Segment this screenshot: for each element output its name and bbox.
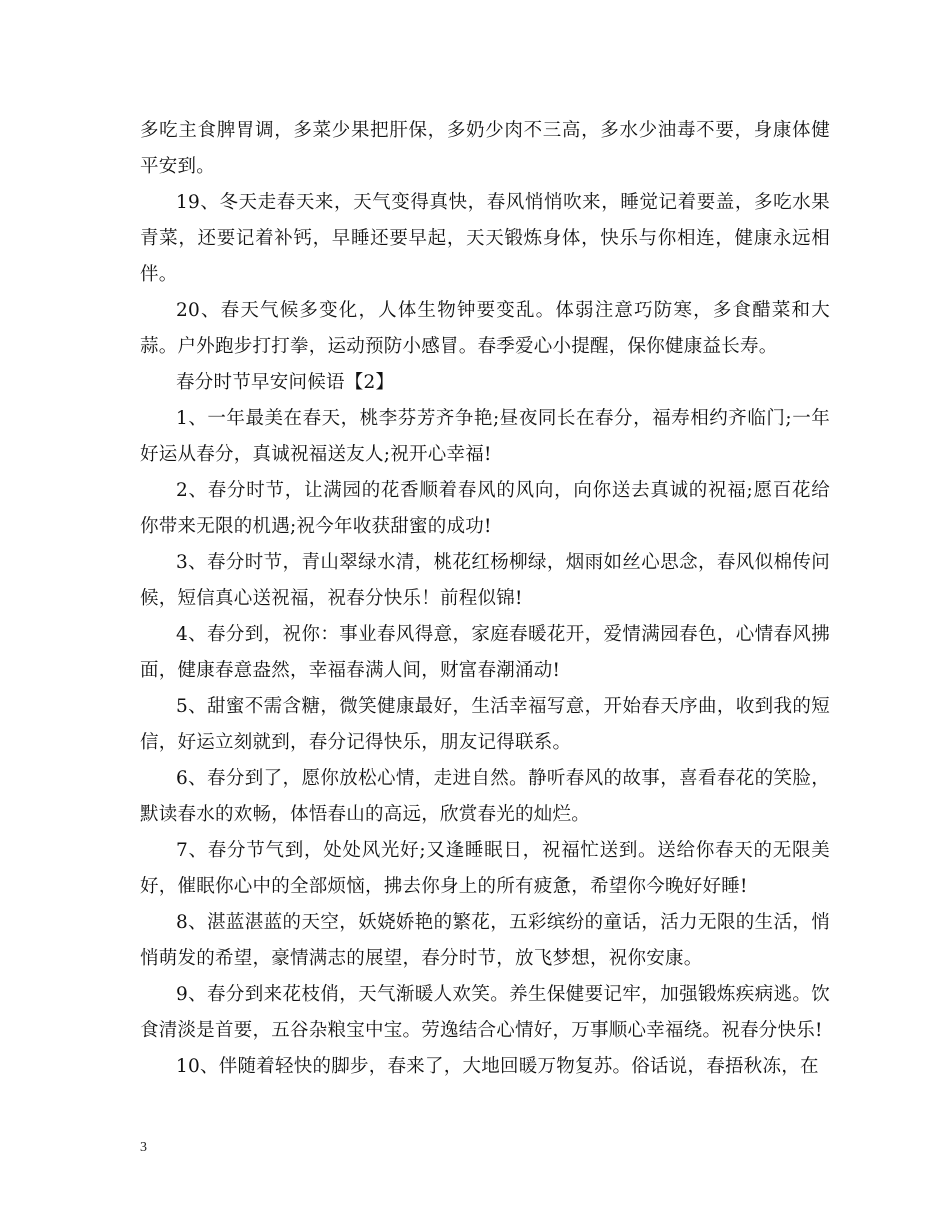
document-body <box>140 113 830 1085</box>
paragraph: 4、春分到，祝你：事业春风得意，家庭春暖花开，爱情满园春色，心情春风拂面，健康春意盎然，幸福春满人间，财富春潮涌动! <box>140 624 830 681</box>
paragraph: 5、甜蜜不需含糖，微笑健康最好，生活幸福写意，开始春天序曲，收到我的短信，好运立刻就到，春分记得快乐，朋友记得联系。 <box>140 696 830 753</box>
page-number: 3 <box>140 1140 147 1155</box>
paragraph: 1、一年最美在春天，桃李芬芳齐争艳;昼夜同长在春分，福寿相约齐临门;一年好运从春分，真诚祝福送友人;祝开心幸福! <box>140 408 830 465</box>
paragraph: 20、春天气候多变化，人体生物钟要变乱。体弱注意巧防寒，多食醋菜和大蒜。户外跑步打打拳，运动预防小感冒。春季爱心小提醒，保你健康益长寿。 <box>140 300 830 357</box>
paragraph: 7、春分节气到，处处风光好;又逢睡眠日，祝福忙送到。送给你春天的无限美好，催眠你心中的全部烦恼，拂去你身上的所有疲惫，希望你今晚好好睡! <box>140 840 830 897</box>
section-heading: 春分时节早安问候语【2】 <box>176 372 395 393</box>
paragraph: 19、冬天走春天来，天气变得真快，春风悄悄吹来，睡觉记着要盖，多吃水果青菜，还要记着补钙，早睡还要早起，天天锻炼身体，快乐与你相连，健康永远相伴。 <box>140 192 830 285</box>
paragraph: 3、春分时节，青山翠绿水清，桃花红杨柳绿，烟雨如丝心思念，春风似棉传问候，短信真心送祝福，祝春分快乐！前程似锦! <box>140 552 830 609</box>
paragraph: 2、春分时节，让满园的花香顺着春风的风向，向你送去真诚的祝福;愿百花给你带来无限的机遇;祝今年收获甜蜜的成功! <box>140 480 830 537</box>
paragraph: 8、湛蓝湛蓝的天空，妖娆娇艳的繁花，五彩缤纷的童话，活力无限的生活，悄悄萌发的希望，豪情满志的展望，春分时节，放飞梦想，祝你安康。 <box>140 912 830 969</box>
paragraph: 9、春分到来花枝俏，天气渐暖人欢笑。养生保健要记牢，加强锻炼疾病逃。饮食清淡是首要，五谷杂粮宝中宝。劳逸结合心情好，万事顺心幸福绕。祝春分快乐! <box>140 984 830 1041</box>
paragraph: 6、春分到了，愿你放松心情，走进自然。静听春风的故事，喜看春花的笑脸，默读春水的欢畅，体悟春山的高远，欣赏春光的灿烂。 <box>140 768 830 825</box>
paragraph: 多吃主食脾胃调，多菜少果把肝保，多奶少肉不三高，多水少油毒不要，身康体健平安到。 <box>140 120 830 177</box>
paragraph: 10、伴随着轻快的脚步，春来了，大地回暖万物复苏。俗话说，春捂秋冻，在 <box>176 1056 819 1077</box>
